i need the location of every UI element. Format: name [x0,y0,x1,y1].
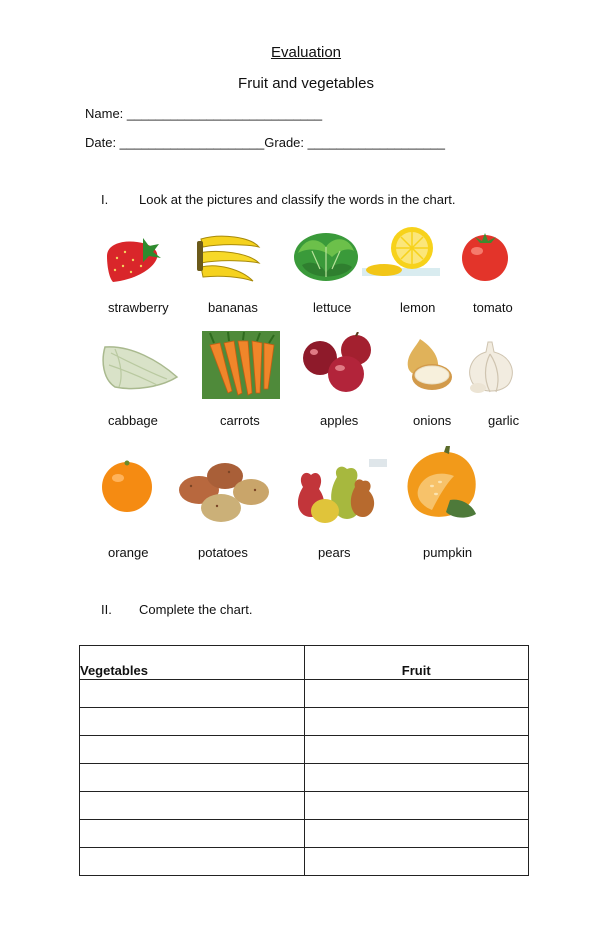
caption-orange: orange [108,545,149,560]
caption-pumpkin: pumpkin [423,545,473,560]
table-body [80,680,529,876]
table-row [80,680,529,708]
caption-pears: pears [318,545,351,560]
caption-onions: onions [413,413,452,428]
classification-table [79,645,529,876]
carrots-icon [202,331,280,399]
tomato-icon [458,229,512,283]
fruit-cell[interactable] [304,680,529,708]
cabbage-icon [101,343,179,393]
fruit-cell[interactable] [304,848,529,876]
table-row [80,820,529,848]
page-title: Evaluation [270,44,342,61]
fruit-cell[interactable] [304,792,529,820]
column-header-fruit: Fruit [304,646,529,680]
caption-strawberry: strawberry [108,300,169,315]
strawberry-icon [103,234,163,286]
section-2-numeral: II. [101,602,112,617]
caption-apples: apples [320,413,359,428]
caption-tomato: tomato [473,300,513,315]
caption-lettuce: lettuce [313,300,352,315]
potatoes-icon [177,460,273,526]
fruit-cell[interactable] [304,820,529,848]
pears-icon [285,457,389,533]
fruit-cell[interactable] [304,708,529,736]
vegetables-cell[interactable] [80,848,305,876]
fruit-cell[interactable] [304,764,529,792]
vegetables-cell[interactable] [80,820,305,848]
vegetables-cell[interactable] [80,680,305,708]
caption-lemon: lemon [400,300,436,315]
bananas-icon [195,231,265,287]
caption-carrots: carrots [220,413,260,428]
table-row [80,848,529,876]
caption-bananas: bananas [208,300,258,315]
table-header-row [80,646,529,680]
lemon-icon [360,226,442,284]
vegetables-cell[interactable] [80,792,305,820]
section-1-numeral: I. [101,192,109,207]
section-2-instruction: Complete the chart. [139,602,253,617]
orange-icon [98,456,156,514]
vegetables-cell[interactable] [80,764,305,792]
onions-icon [400,335,454,393]
pumpkin-icon [402,446,482,528]
lettuce-icon [292,229,360,285]
column-header-vegetables: Vegetables [80,646,305,680]
table-row [80,708,529,736]
table-row [80,792,529,820]
apples-icon [300,332,376,394]
table-row [80,764,529,792]
page-subtitle: Fruit and vegetables [238,75,374,92]
section-1-instruction: Look at the pictures and classify the words in the chart. [139,192,456,207]
caption-garlic: garlic [488,413,520,428]
vegetables-cell[interactable] [80,736,305,764]
caption-potatoes: potatoes [198,545,248,560]
table-row [80,736,529,764]
date-grade-line: Date: ____________________Grade: ___________________ [85,135,446,150]
caption-cabbage: cabbage [108,413,158,428]
name-line: Name: ___________________________ [85,106,323,121]
garlic-icon [464,340,518,396]
fruit-cell[interactable] [304,736,529,764]
vegetables-cell[interactable] [80,708,305,736]
